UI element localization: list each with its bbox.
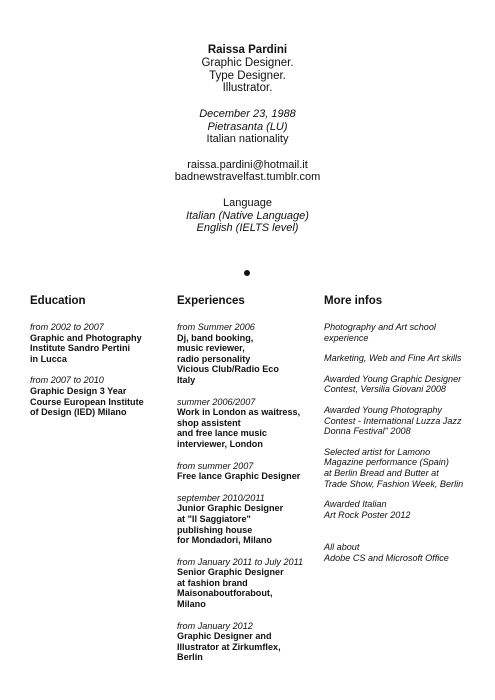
- entry-description: Junior Graphic Designer at "Il Saggiatore" publishing house for Mondadori, Milano: [177, 503, 284, 546]
- education-title: Education: [30, 295, 86, 307]
- education-entry: [30, 322, 170, 364]
- experience-entry: [177, 557, 317, 610]
- education-entry: [30, 375, 170, 417]
- entry-date: from 2007 to 2010: [30, 375, 104, 386]
- role-2: Type Designer.: [209, 69, 286, 82]
- entry-description: Senior Graphic Designer at fashion brand Maisonaboutforabout, Milano: [177, 567, 284, 610]
- experiences-column: [177, 295, 317, 674]
- entry-description: Dj, band booking, music reviewer, radio personality Vicious Club/Radio Eco Italy: [177, 332, 279, 385]
- birth-place: Pietrasanta (LU): [207, 120, 288, 133]
- more-infos-column: [324, 295, 484, 574]
- experiences-title: Experiences: [177, 295, 245, 307]
- more-infos-title: More infos: [324, 295, 383, 307]
- entry-description: Graphic Designer and Illustrator at Zirkumflex, Berlin: [177, 631, 281, 663]
- cv-header: [0, 44, 495, 234]
- entry-date: summer 2006/2007: [177, 396, 256, 407]
- language-2: English (IELTS level): [196, 221, 299, 234]
- info-item: Selected artist for Lamono Magazine performance (Spain) at Berlin Bread and Butter at Trade Show, Fashion Week, Berlin: [324, 446, 464, 489]
- entry-description: Graphic and Photography Institute Sandro Pertini in Lucca: [30, 332, 142, 364]
- person-name: Raissa Pardini: [207, 44, 288, 56]
- personal-details: [0, 108, 495, 145]
- website-link[interactable]: badnewstravelfast.tumblr.com: [174, 171, 321, 184]
- entry-date: september 2010/2011: [177, 492, 265, 503]
- info-item: Awarded Young Photography Contest - International Luzza Jazz Donna Festival" 2008: [324, 404, 462, 437]
- separator-dot: [244, 270, 250, 276]
- entry-date: from January 2012: [177, 620, 253, 631]
- role-3: Illustrator.: [222, 82, 273, 95]
- info-item: Awarded Italian Art Rock Poster 2012: [324, 499, 411, 520]
- info-item: Awarded Young Graphic Designer Contest, Versilia Giovani 2008: [324, 373, 462, 395]
- education-column: [30, 295, 170, 429]
- experience-entry: [177, 621, 317, 663]
- language-1: Italian (Native Language): [186, 209, 309, 222]
- email-link[interactable]: raissa.pardini@hotmail.it: [187, 159, 308, 172]
- experience-entry: [177, 461, 317, 482]
- info-item: Photography and Art school experience: [324, 322, 436, 343]
- experience-entry: [177, 493, 317, 546]
- experience-entry: [177, 397, 317, 450]
- entry-description: Work in London as waitress, shop assistent and free lance music interviewer, London: [177, 407, 301, 449]
- language-title: Language: [223, 197, 272, 210]
- language-section: [0, 197, 495, 234]
- nationality: Italian nationality: [206, 132, 289, 145]
- entry-description: Free lance Graphic Designer: [177, 471, 301, 482]
- entry-date: from Summer 2006: [177, 322, 255, 332]
- experience-entry: [177, 322, 317, 386]
- contact-details: [0, 159, 495, 183]
- entry-date: from January 2011 to July 2011: [177, 556, 304, 567]
- info-item: Marketing, Web and Fine Art skills: [324, 353, 462, 364]
- role-1: Graphic Designer.: [201, 57, 294, 70]
- birth-date: December 23, 1988: [199, 108, 296, 121]
- info-item: All about Adobe CS and Microsoft Office: [324, 542, 449, 563]
- entry-date: from 2002 to 2007: [30, 322, 104, 332]
- spacer: [324, 530, 484, 542]
- entry-date: from summer 2007: [177, 460, 254, 471]
- entry-description: Graphic Design 3 Year Course European Institute of Design (IED) Milano: [30, 385, 144, 418]
